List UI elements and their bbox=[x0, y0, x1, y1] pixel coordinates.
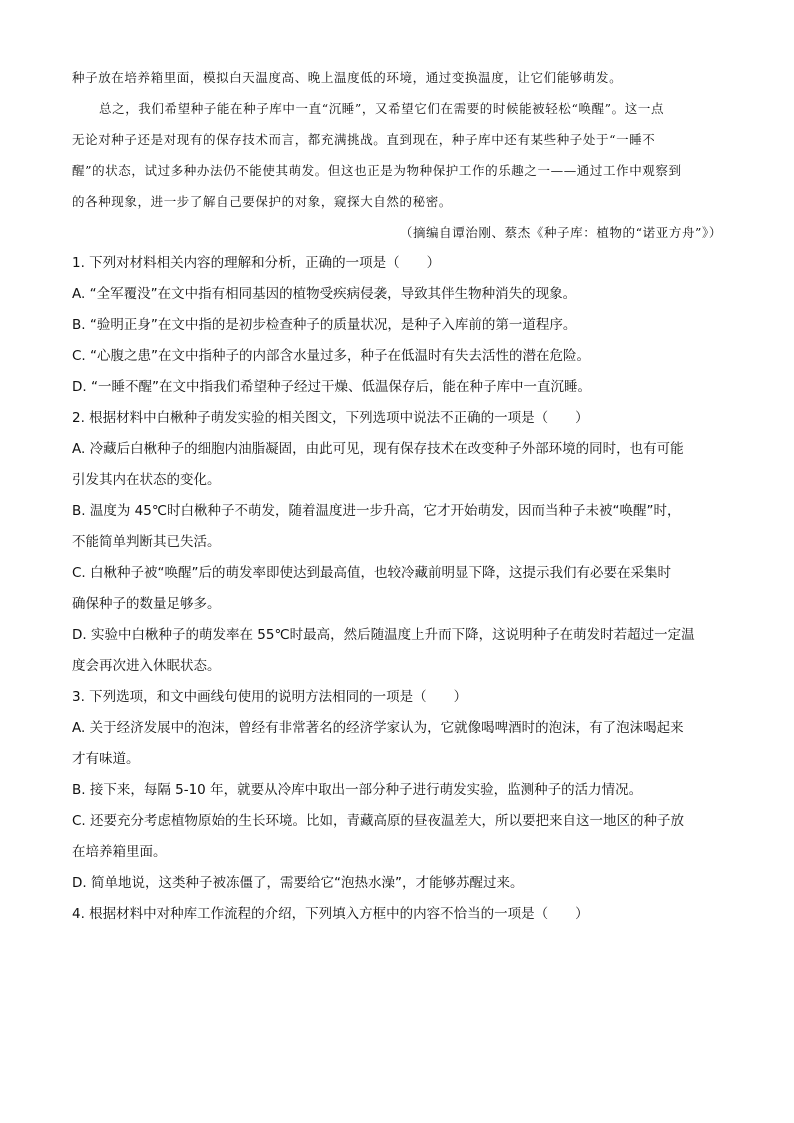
option-line: B. “验明正身”在文中指的是初步检查种子的质量状况，是种子入库前的第一道程序。 bbox=[72, 317, 577, 333]
option-line: A. 冷藏后白楸种子的细胞内油脂凝固，由此可见，现有保存技术在改变种子外部环境的同时，也有可能 bbox=[72, 441, 684, 457]
question-stem: 2. 根据材料中白楸种子萌发实验的相关图文，下列选项中说法不正确的一项是（ ） bbox=[72, 410, 589, 426]
questions bbox=[72, 248, 722, 930]
option-line: 才有味道。 bbox=[72, 751, 140, 767]
passage-source: （摘编自谭治刚、蔡杰《种子库：植物的“诺亚方舟”》） bbox=[399, 225, 722, 240]
option-line: B. 温度为 45℃时白楸种子不萌发，随着温度进一步升高，它才开始萌发，因而当种子未被“唤醒”时， bbox=[72, 503, 681, 519]
option-line: C. 白楸种子被“唤醒”后的萌发率即使达到最高值，也较冷藏前明显下降，这提示我们有必要在采集时 bbox=[72, 565, 671, 581]
option-line: 度会再次进入休眠状态。 bbox=[72, 658, 221, 674]
option-line: D. “一睡不醒”在文中指我们希望种子经过干燥、低温保存后，能在种子库中一直沉睡。 bbox=[72, 379, 591, 395]
passage-line: 无论对种子还是对现有的保存技术而言，都充满挑战。直到现在，种子库中还有某些种子处于“一睡不 bbox=[72, 132, 656, 147]
option-line: C. “心腹之患”在文中指种子的内部含水量过多，种子在低温时有失去活性的潜在危险。 bbox=[72, 348, 590, 364]
option-line: 引发其内在状态的变化。 bbox=[72, 472, 221, 488]
passage-line: 种子放在培养箱里面，模拟白天温度高、晚上温度低的环境，通过变换温度，让它们能够萌发。 bbox=[72, 70, 623, 85]
document-page bbox=[72, 62, 722, 930]
question-stem: 4. 根据材料中对种库工作流程的介绍，下列填入方框中的内容不恰当的一项是（ ） bbox=[72, 906, 589, 922]
passage-line: 总之，我们希望种子能在种子库中一直“沉睡”，又希望它们在需要的时候能被轻松“唤醒”。这一点 bbox=[99, 101, 665, 116]
question-stem: 3. 下列选项，和文中画线句使用的说明方法相同的一项是（ ） bbox=[72, 689, 468, 705]
passage-line: 醒”的状态，试过多种办法仍不能使其萌发。但这也正是为物种保护工作的乐趣之一——通过工作中观察到 bbox=[72, 163, 682, 178]
option-line: 在培养箱里面。 bbox=[72, 844, 167, 860]
passage-line: 的各种现象，进一步了解自己要保护的对象，窥探大自然的秘密。 bbox=[72, 194, 452, 209]
question-stem: 1. 下列对材料相关内容的理解和分析，正确的一项是（ ） bbox=[72, 255, 441, 271]
option-line: A. 关于经济发展中的泡沫，曾经有非常著名的经济学家认为，它就像喝啤酒时的泡沫，有了泡沫喝起来 bbox=[72, 720, 684, 736]
option-line: C. 还要充分考虑植物原始的生长环境。比如，青藏高原的昼夜温差大，所以要把来自这一地区的种子放 bbox=[72, 813, 685, 829]
option-line: B. 接下来，每隔 5-10 年，就要从冷库中取出一部分种子进行萌发实验，监测种子的活力情况。 bbox=[72, 782, 643, 798]
passage bbox=[72, 62, 722, 248]
option-line: 确保种子的数量足够多。 bbox=[72, 596, 221, 612]
option-line: 不能简单判断其已失活。 bbox=[72, 534, 221, 550]
option-line: D. 简单地说，这类种子被冻僵了，需要给它“泡热水澡”，才能够苏醒过来。 bbox=[72, 875, 524, 891]
option-line: D. 实验中白楸种子的萌发率在 55℃时最高，然后随温度上升而下降，这说明种子在萌发时若超过一定温 bbox=[72, 627, 695, 643]
option-line: A. “全军覆没”在文中指有相同基因的植物受疾病侵袭，导致其伴生物种消失的现象。 bbox=[72, 286, 577, 302]
